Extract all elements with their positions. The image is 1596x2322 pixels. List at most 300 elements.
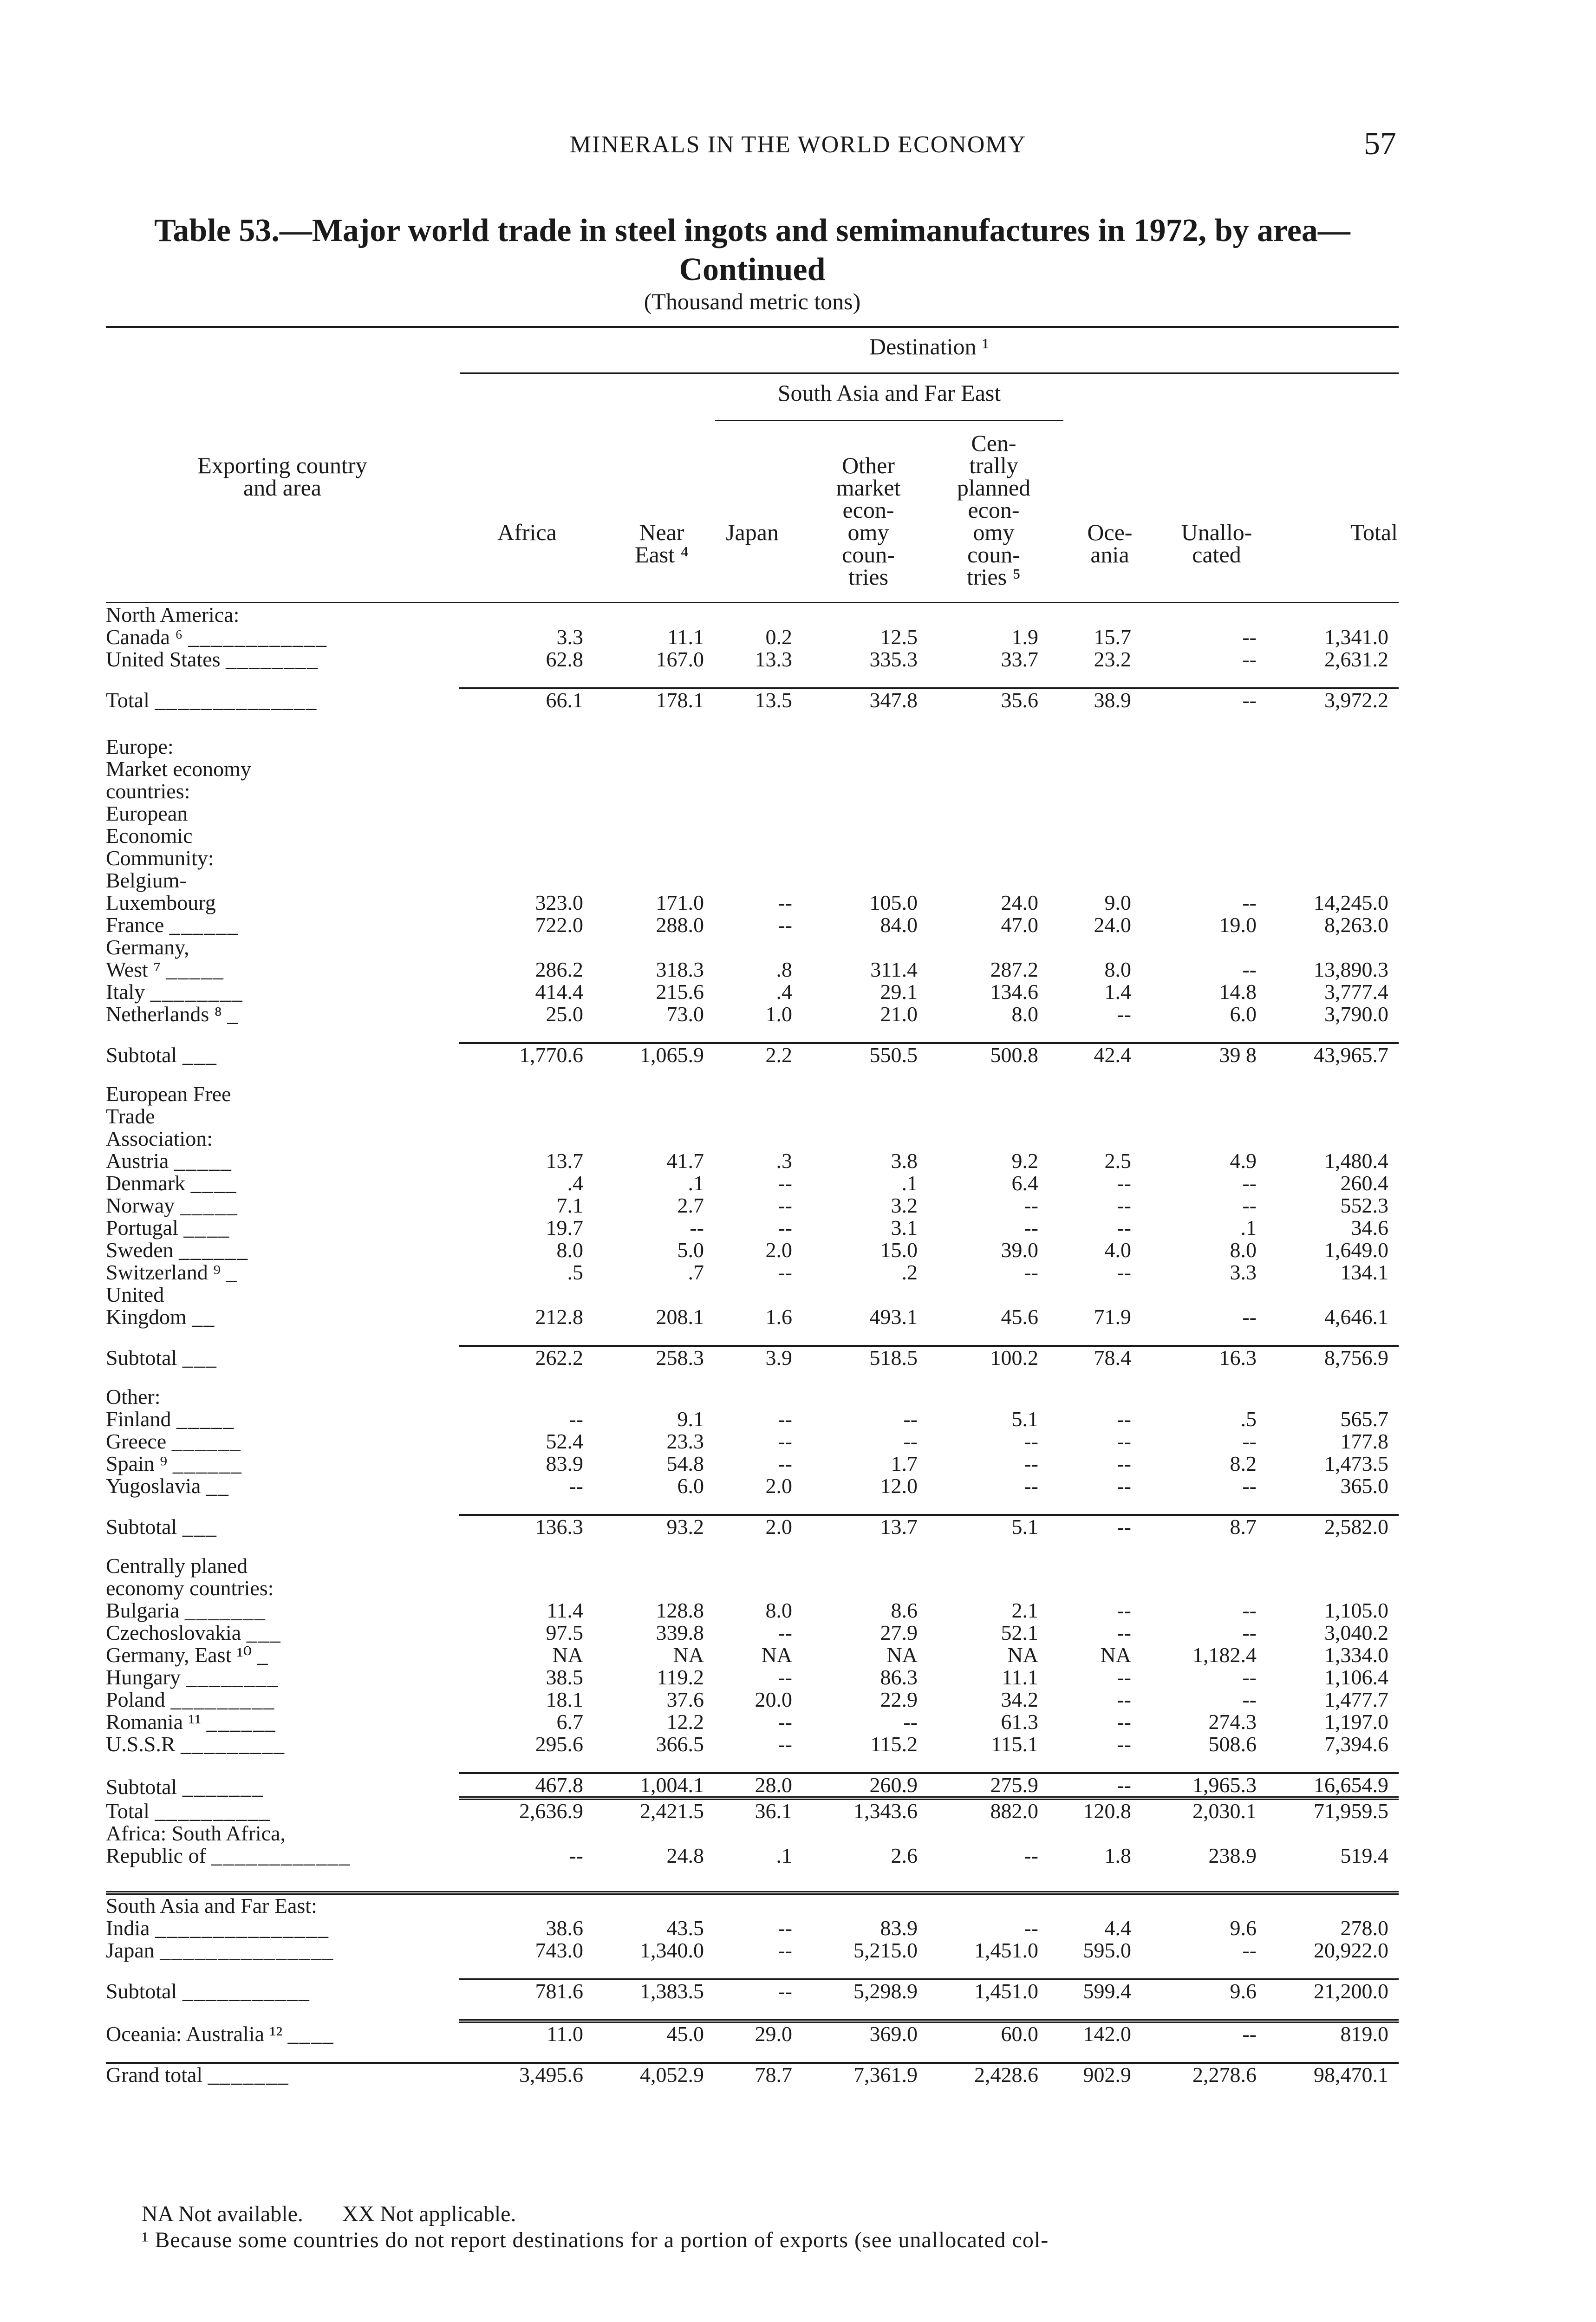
cell-africa: 62.8 [546, 647, 583, 671]
cell-africa [459, 736, 593, 758]
cell-near-east [593, 736, 714, 758]
leader-dots: ______ [171, 1429, 241, 1453]
cell-centrally-planned: 34.2 [1001, 1688, 1038, 1711]
leader-dots: _______________ [160, 1938, 334, 1962]
cell-unallocated: 9.6 [1141, 1979, 1267, 2002]
cell-oceania: -- [1117, 1598, 1131, 1622]
cell-oceania [1049, 604, 1141, 626]
cell-unallocated: 1,965.3 [1141, 1773, 1267, 1798]
row-label [106, 1577, 459, 1599]
cell-unallocated [1141, 1083, 1267, 1105]
cell-centrally-planned [928, 1105, 1049, 1128]
cell-other-market: NA [886, 1643, 918, 1667]
row-label [106, 1150, 459, 1172]
footnote-na: NA Not available. [142, 2202, 303, 2226]
africa-header: Africa [497, 519, 557, 545]
leader-dots: ______ [169, 913, 239, 937]
row-label [106, 936, 459, 959]
cell-africa [459, 1555, 593, 1577]
table-row [106, 1733, 1399, 1755]
cell-near-east [593, 780, 714, 802]
row-label [106, 688, 459, 711]
cell-other-market: 15.0 [880, 1238, 918, 1262]
cell-oceania: -- [1117, 1407, 1131, 1431]
cell-total: 8,756.9 [1267, 1346, 1399, 1369]
leader-dots: ___________ [182, 1979, 310, 2003]
cell-near-east [593, 825, 714, 847]
cell-africa: 97.5 [546, 1621, 583, 1644]
cell-oceania: -- [1117, 1260, 1131, 1284]
leader-dots: _________ [170, 1688, 275, 1711]
cell-other-market: 550.5 [802, 1043, 928, 1066]
cell-other-market: 518.5 [802, 1346, 928, 1369]
row-label [106, 1239, 459, 1261]
spacer-row [106, 1538, 1399, 1555]
cell-unallocated: -- [1242, 1171, 1257, 1195]
cell-japan: 1.0 [765, 1002, 792, 1026]
row-label [106, 1475, 459, 1497]
cell-total [1267, 1128, 1399, 1150]
row-label [106, 847, 459, 869]
cell-centrally-planned: NA [1007, 1643, 1038, 1667]
cell-other-market [802, 825, 928, 847]
cell-japan: 3.9 [714, 1346, 802, 1369]
row-label-text: Total [106, 1799, 150, 1823]
cell-unallocated [1141, 1105, 1267, 1128]
cell-unallocated: 8.2 [1230, 1452, 1257, 1475]
row-label [106, 736, 459, 758]
cell-africa [459, 869, 593, 892]
header-top-rule [106, 326, 1399, 328]
cell-africa: 7.1 [556, 1194, 583, 1217]
cell-total [1267, 1893, 1399, 1917]
row-label-text: Romania ¹¹ [106, 1710, 202, 1734]
leader-dots: _____ [174, 1149, 232, 1173]
cell-unallocated [1141, 1284, 1267, 1306]
cell-oceania [1049, 847, 1141, 869]
row-label-text: Yugoslavia [106, 1474, 201, 1498]
cell-centrally-planned [928, 1386, 1049, 1408]
cell-other-market [802, 758, 928, 780]
row-label [106, 1733, 459, 1755]
row-label [106, 1711, 459, 1733]
row-label [106, 1430, 459, 1453]
cell-japan [714, 936, 802, 959]
cell-unallocated [1141, 604, 1267, 626]
row-label [106, 1893, 459, 1917]
row-label-text: Europe: [106, 735, 174, 758]
cell-africa: 19.7 [546, 1216, 583, 1239]
table-row [106, 1284, 1399, 1306]
cell-oceania: 1.8 [1104, 1844, 1131, 1867]
table-row [106, 1644, 1399, 1666]
row-label [106, 604, 459, 626]
cell-oceania [1049, 1105, 1141, 1128]
row-label [106, 1599, 459, 1622]
table-row [106, 1577, 1399, 1599]
cell-japan: -- [778, 1171, 792, 1195]
table-row [106, 1172, 1399, 1194]
cell-near-east: 1,004.1 [593, 1773, 714, 1798]
cell-near-east: 119.2 [657, 1665, 704, 1689]
cell-oceania [1049, 936, 1141, 959]
spacer-cell [106, 1025, 1399, 1043]
cell-africa: -- [569, 1474, 583, 1498]
row-label-text: Association: [106, 1127, 213, 1150]
row-label-text: Economic [106, 824, 193, 848]
row-label-text: European [106, 802, 188, 825]
cell-japan: -- [778, 1621, 792, 1644]
cell-japan [714, 825, 802, 847]
cell-oceania: 38.9 [1049, 688, 1141, 711]
cell-japan: .3 [776, 1149, 792, 1173]
spacer-row [106, 1497, 1399, 1515]
cell-unallocated: -- [1242, 1305, 1257, 1329]
cell-centrally-planned [928, 758, 1049, 780]
cell-total: 43,965.7 [1267, 1043, 1399, 1066]
cell-near-east [593, 1284, 714, 1306]
row-label [106, 981, 459, 1003]
cell-total: 1,649.0 [1324, 1238, 1388, 1262]
table-row [106, 1689, 1399, 1711]
leader-dots: ______ [172, 1452, 242, 1475]
row-label-text: Canada ⁶ [106, 625, 183, 649]
cell-africa [459, 1284, 593, 1306]
table-title-line1: Table 53.—Major world trade in steel ingots and semimanufactures in 1972, by area— [154, 213, 1350, 248]
cell-near-east [593, 802, 714, 825]
table-row [106, 1453, 1399, 1475]
cell-total [1267, 780, 1399, 802]
cell-centrally-planned [928, 1822, 1049, 1845]
cell-africa [459, 1083, 593, 1105]
cell-oceania: -- [1117, 1665, 1131, 1689]
table-row [106, 802, 1399, 825]
leader-dots: ______ [179, 1238, 249, 1262]
cell-total [1267, 758, 1399, 780]
oceania-header: Oce- ania [1087, 519, 1133, 567]
cell-unallocated: -- [1141, 688, 1267, 711]
cell-near-east [593, 869, 714, 892]
cell-africa: 323.0 [535, 891, 583, 914]
cell-japan: -- [778, 1916, 792, 1940]
cell-japan [714, 758, 802, 780]
row-label [106, 1172, 459, 1194]
cell-oceania: 23.2 [1094, 647, 1131, 671]
cell-japan [714, 1386, 802, 1408]
cell-oceania [1049, 780, 1141, 802]
cell-africa: 83.9 [546, 1452, 583, 1475]
row-label [106, 1666, 459, 1689]
running-head: MINERALS IN THE WORLD ECONOMY [569, 131, 1027, 158]
cell-total: 98,470.1 [1267, 2063, 1399, 2086]
spacer-cell [106, 1497, 1399, 1515]
cell-unallocated: -- [1242, 1194, 1257, 1217]
cell-near-east: 339.8 [656, 1621, 704, 1644]
cell-africa: 66.1 [459, 688, 593, 711]
leader-dots: ___ [182, 1346, 217, 1370]
row-label [106, 1822, 459, 1845]
cell-total: 16,654.9 [1267, 1773, 1399, 1798]
footnote-1: ¹ Because some countries do not report destinations for a portion of exports (see unallocated col- [142, 2228, 1049, 2252]
cell-japan: 2.0 [714, 1515, 802, 1538]
cell-japan: 1.6 [765, 1305, 792, 1329]
leader-dots: ________ [150, 980, 243, 1004]
cell-other-market: 8.6 [891, 1598, 918, 1622]
cell-unallocated [1141, 847, 1267, 869]
cell-other-market: -- [903, 1407, 918, 1431]
cell-oceania: 42.4 [1049, 1043, 1141, 1066]
leader-dots: _________ [181, 1732, 286, 1756]
row-label-text: Subtotal [106, 1515, 177, 1539]
cell-japan: 2.2 [714, 1043, 802, 1066]
table-row [106, 2063, 1399, 2086]
cell-near-east: 178.1 [593, 688, 714, 711]
row-label [106, 2063, 459, 2086]
cell-centrally-planned [928, 802, 1049, 825]
spacer-row [106, 1962, 1399, 1979]
cell-japan: 13.3 [755, 647, 792, 671]
cell-near-east: 23.3 [666, 1429, 704, 1453]
cell-other-market: 3.1 [891, 1216, 918, 1239]
row-label-text: Czechoslovakia [106, 1621, 241, 1644]
spacer-cell [106, 1369, 1399, 1386]
cell-centrally-planned [928, 780, 1049, 802]
cell-africa: .4 [567, 1171, 583, 1195]
cell-oceania: -- [1117, 1216, 1131, 1239]
leader-dots: __________ [155, 1799, 271, 1823]
cell-total: 1,334.0 [1324, 1643, 1388, 1667]
cell-other-market: -- [903, 1710, 918, 1734]
cell-centrally-planned: 5.1 [1011, 1407, 1038, 1431]
leader-dots: _____ [176, 1407, 235, 1431]
cell-japan: -- [778, 1407, 792, 1431]
cell-africa: NA [552, 1643, 583, 1667]
table-row [106, 1599, 1399, 1622]
cell-japan [714, 1822, 802, 1845]
cell-total: 1,477.7 [1324, 1688, 1388, 1711]
cell-other-market [802, 1128, 928, 1150]
leader-dots: __ [206, 1474, 229, 1498]
row-label [106, 1386, 459, 1408]
cell-other-market: 5,298.9 [802, 1979, 928, 2002]
cell-total: 8,263.0 [1324, 913, 1388, 937]
leader-dots: _______ [182, 1775, 264, 1799]
cell-japan [714, 869, 802, 892]
cell-other-market: 27.9 [880, 1621, 918, 1644]
cell-near-east [593, 604, 714, 626]
spacer-row [106, 1755, 1399, 1773]
cell-centrally-planned: 115.1 [991, 1732, 1038, 1756]
cell-near-east [593, 758, 714, 780]
cell-japan [714, 1284, 802, 1306]
row-label-text: Republic of [106, 1844, 206, 1867]
table-row [106, 936, 1399, 959]
near-east-header: Near East ⁴ [634, 519, 689, 567]
row-label-text: Subtotal [106, 1043, 177, 1067]
table-row [106, 1150, 1399, 1172]
cell-oceania [1049, 1577, 1141, 1599]
row-label-text: Trade [106, 1104, 155, 1128]
cell-other-market: 347.8 [802, 688, 928, 711]
cell-oceania [1049, 1386, 1141, 1408]
cell-total: 2,631.2 [1324, 647, 1388, 671]
cell-africa: 262.2 [459, 1346, 593, 1369]
cell-japan: 20.0 [755, 1688, 792, 1711]
cell-near-east: 208.1 [656, 1305, 704, 1329]
cell-total: 1,473.5 [1324, 1452, 1388, 1475]
table-row [106, 1711, 1399, 1733]
total-header: Total [1350, 519, 1398, 545]
cell-unallocated: -- [1242, 1598, 1257, 1622]
cell-centrally-planned [928, 1577, 1049, 1599]
cell-japan: -- [778, 1194, 792, 1217]
cell-centrally-planned: 8.0 [1011, 1002, 1038, 1026]
cell-centrally-planned: 52.1 [1001, 1621, 1038, 1644]
cell-total [1267, 936, 1399, 959]
spacer-row [106, 2045, 1399, 2063]
cell-near-east: 288.0 [656, 913, 704, 937]
cell-other-market: 13.7 [802, 1515, 928, 1538]
row-label-text: economy countries: [106, 1576, 274, 1600]
table-title-line2: Continued [679, 252, 826, 287]
cell-near-east: -- [690, 1216, 704, 1239]
cell-oceania: 78.4 [1049, 1346, 1141, 1369]
cell-near-east: 12.2 [666, 1710, 704, 1734]
cell-oceania: -- [1117, 1429, 1131, 1453]
leader-dots: _______ [184, 1598, 266, 1622]
cell-africa: 3.3 [556, 625, 583, 649]
row-label-text: countries: [106, 779, 190, 803]
table-row [106, 1083, 1399, 1105]
cell-other-market [802, 1386, 928, 1408]
row-label-text: Italy [106, 980, 145, 1004]
cell-near-east: 54.8 [666, 1452, 704, 1475]
row-label-text: West ⁷ [106, 958, 161, 981]
cell-africa [459, 1128, 593, 1150]
cell-centrally-planned [928, 869, 1049, 892]
table-row [106, 914, 1399, 936]
spacer-row [106, 1867, 1399, 1893]
cell-africa: 136.3 [459, 1515, 593, 1538]
row-label [106, 869, 459, 892]
row-label [106, 802, 459, 825]
cell-other-market [802, 1555, 928, 1577]
cell-total [1267, 1083, 1399, 1105]
row-label [106, 648, 459, 671]
cell-japan [714, 1893, 802, 1917]
row-label [106, 1284, 459, 1306]
row-label [106, 914, 459, 936]
table-row [106, 1515, 1399, 1538]
cell-africa [459, 825, 593, 847]
cell-near-east: 43.5 [666, 1916, 704, 1940]
cell-total: 1,480.4 [1324, 1149, 1388, 1173]
table-row [106, 1475, 1399, 1497]
table-title [107, 211, 1398, 289]
spacer-row [106, 1369, 1399, 1386]
destination-rule [460, 372, 1399, 374]
leader-dots: _______________ [155, 1916, 330, 1940]
cell-oceania: -- [1117, 1621, 1131, 1644]
spacer-cell [106, 1755, 1399, 1773]
cell-other-market [802, 1893, 928, 1917]
row-label-text: South Asia and Far East: [106, 1894, 317, 1918]
cell-africa: 38.6 [546, 1916, 583, 1940]
cell-other-market [802, 1284, 928, 1306]
cell-centrally-planned [928, 936, 1049, 959]
cell-near-east: 6.0 [677, 1474, 704, 1498]
row-label-text: Japan [106, 1938, 155, 1962]
cell-centrally-planned: -- [1024, 1216, 1038, 1239]
row-label [106, 1003, 459, 1025]
cell-unallocated: 238.9 [1208, 1844, 1257, 1867]
leader-dots: _______ [208, 2063, 289, 2087]
cell-other-market: 369.0 [802, 2021, 928, 2045]
row-label [106, 1261, 459, 1284]
cell-oceania: 595.0 [1083, 1938, 1131, 1962]
cell-africa: 722.0 [535, 913, 583, 937]
leader-dots: ____ [183, 1216, 230, 1239]
cell-total [1267, 1577, 1399, 1599]
row-label [106, 1555, 459, 1577]
cell-unallocated [1141, 869, 1267, 892]
cell-total: 3,040.2 [1324, 1621, 1388, 1644]
row-label-text: Netherlands ⁸ [106, 1002, 222, 1026]
cell-other-market: 3.8 [891, 1149, 918, 1173]
cell-centrally-planned: -- [1024, 1452, 1038, 1475]
cell-other-market: 1,343.6 [802, 1798, 928, 1822]
cell-total: 565.7 [1340, 1407, 1388, 1431]
spacer-cell [106, 1066, 1399, 1083]
leader-dots: ________ [186, 1665, 279, 1689]
spacer-cell [106, 1328, 1399, 1346]
cell-oceania: -- [1117, 1171, 1131, 1195]
cell-other-market: 21.0 [880, 1002, 918, 1026]
spacer-cell [106, 1538, 1399, 1555]
table-row [106, 847, 1399, 869]
row-label-text: Sweden [106, 1238, 174, 1262]
cell-near-east: 318.3 [656, 958, 704, 981]
south-asia-rule [715, 420, 1063, 421]
cell-oceania: NA [1100, 1643, 1131, 1667]
cell-africa: -- [569, 1844, 583, 1867]
cell-total: 4,646.1 [1324, 1305, 1388, 1329]
cell-other-market [802, 847, 928, 869]
centrally-planned-header: Cen- trally planned econ- omy coun- tries ⁵ [957, 430, 1031, 590]
row-label [106, 1043, 459, 1066]
cell-near-east: 45.0 [593, 2021, 714, 2045]
cell-oceania: -- [1117, 1474, 1131, 1498]
cell-total: 3,777.4 [1324, 980, 1388, 1004]
cell-africa: 467.8 [459, 1773, 593, 1798]
cell-near-east: 128.8 [656, 1598, 704, 1622]
row-label-text: Oceania: Australia ¹² [106, 2022, 283, 2046]
row-label [106, 1845, 459, 1867]
cell-japan: .8 [776, 958, 792, 981]
cell-total [1267, 802, 1399, 825]
cell-unallocated: -- [1242, 1938, 1257, 1962]
cell-oceania: -- [1049, 1515, 1141, 1538]
cell-oceania: -- [1117, 1452, 1131, 1475]
cell-oceania [1049, 736, 1141, 758]
row-label [106, 1306, 459, 1328]
cell-japan: -- [714, 1979, 802, 2002]
cell-other-market: 22.9 [880, 1688, 918, 1711]
cell-japan [714, 1105, 802, 1128]
table-row [106, 1408, 1399, 1430]
cell-oceania: 24.0 [1094, 913, 1131, 937]
cell-total: 519.4 [1340, 1844, 1388, 1867]
